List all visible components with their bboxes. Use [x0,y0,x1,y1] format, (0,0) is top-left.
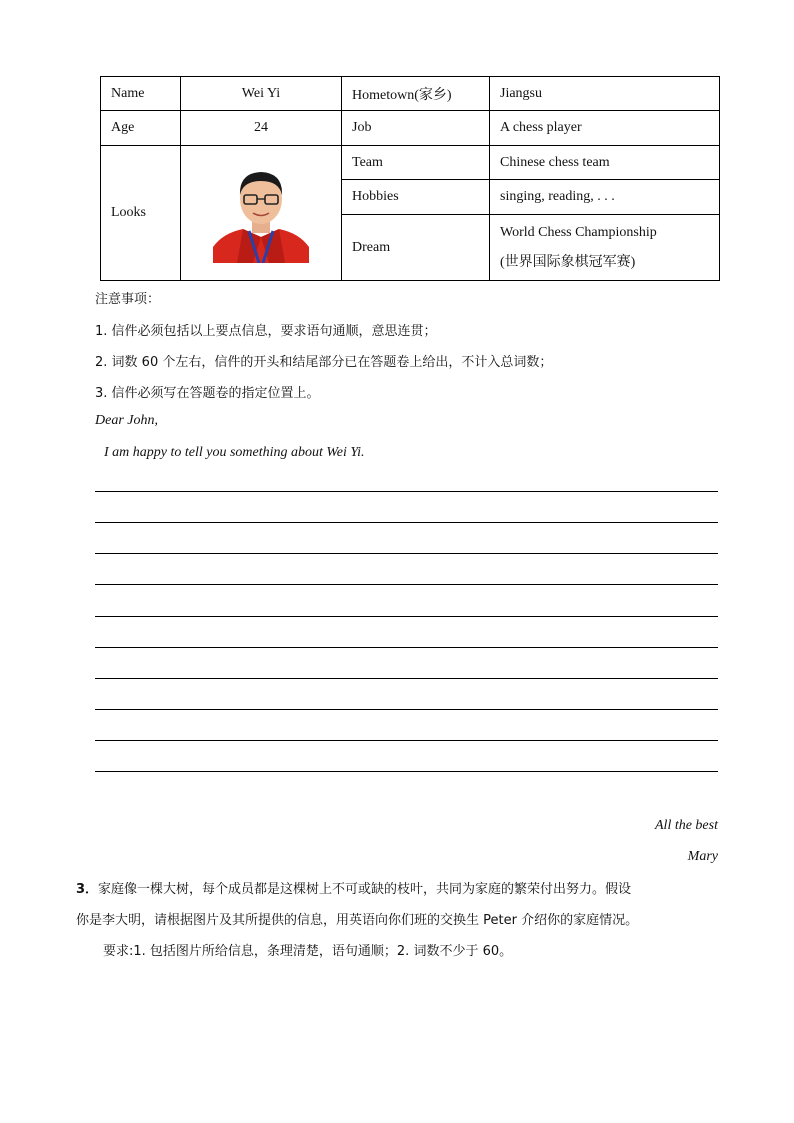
question-number: 3． [76,882,99,897]
name-value: Wei Yi [181,77,342,111]
dream-label: Dream [342,215,490,281]
notes-item-3: 3. 信件必须写在答题卷的指定位置上。 [95,386,320,401]
writing-line [95,522,718,523]
dream-value-line2: (世界国际象棋冠军赛) [500,254,636,270]
writing-line [95,491,718,492]
writing-line [95,647,718,648]
info-table [100,76,720,281]
notes-item-1: 1. 信件必须包括以上要点信息，要求语句通顺，意思连贯； [95,324,437,339]
team-label: Team [342,146,490,180]
question-3-line2: 你是李大明，请根据图片及其所提供的信息，用英语向你们班的交换生 Peter 介绍你的家庭情况。 [76,913,639,928]
notes-item-2: 2. 词数 60 个左右，信件的开头和结尾部分已在答题卷上给出，不计入总词数； [95,355,553,370]
age-value: 24 [181,111,342,146]
writing-line [95,584,718,585]
writing-line [95,616,718,617]
letter-opening: I am happy to tell you something about Wei Yi. [104,445,365,460]
notes-heading: 注意事项： [95,292,161,307]
portrait-photo-icon [213,163,309,263]
photo-cell [181,146,342,281]
writing-line [95,740,718,741]
job-label: Job [342,111,490,146]
job-value: A chess player [490,111,720,146]
dream-value [490,215,720,281]
letter-closing: All the best [655,818,718,833]
writing-line [95,709,718,710]
letter-greeting: Dear John, [95,413,158,428]
hobbies-label: Hobbies [342,180,490,215]
hometown-label: Hometown(家乡) [342,77,490,111]
hobbies-value: singing, reading, . . . [490,180,720,215]
question-3-line1: 3．家庭像一棵大树，每个成员都是这棵树上不可或缺的枝叶，共同为家庭的繁荣付出努力。假设 [76,882,632,897]
question-3-requirement: 要求:1. 包括图片所给信息，条理清楚，语句通顺；2. 词数不少于 60。 [103,944,513,959]
writing-line [95,553,718,554]
letter-signature: Mary [687,849,718,864]
age-label: Age [101,111,181,146]
dream-value-line1: World Chess Championship [500,224,657,240]
writing-line [95,678,718,679]
team-value: Chinese chess team [490,146,720,180]
hometown-value: Jiangsu [490,77,720,111]
looks-label: Looks [101,146,181,281]
writing-line [95,771,718,772]
question-3 [76,874,726,967]
name-label: Name [101,77,181,111]
